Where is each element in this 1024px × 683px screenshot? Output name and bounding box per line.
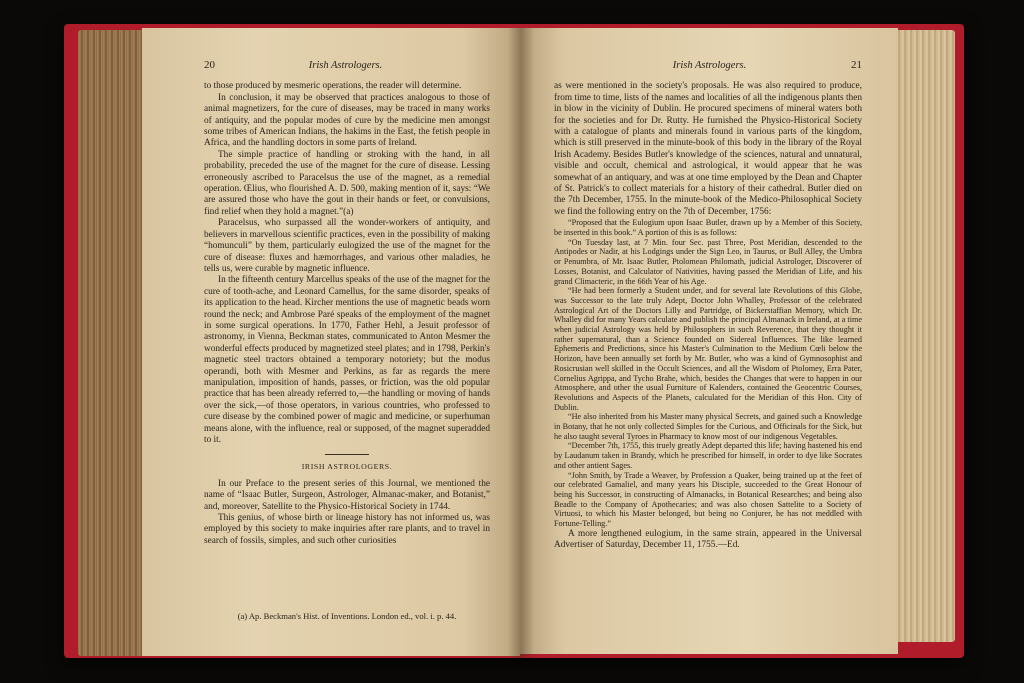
page-number: 21 bbox=[850, 59, 862, 71]
paragraph: In conclusion, it may be observed that practices analogous to those of animal magnetizers, for the cure of diseases, may be traced in many works of antiquity, and the popular modes of cure by the medicine men amongst some tribes of American Indians, the hakims in the East, the fetish people in Africa, and the handling doctors in some parts of Ireland. bbox=[204, 92, 490, 149]
footnote: (a) Ap. Beckman's Hist. of Inventions. London ed., vol. i. p. 44. bbox=[237, 610, 457, 621]
running-head: Irish Astrologers. bbox=[672, 60, 747, 71]
paragraph: to those produced by mesmeric operations, the reader will determine. bbox=[204, 81, 462, 92]
paragraph: as were mentioned in the society's proposals. He was also required to produce, from time to time, lists of the names and localities of all the indigenous plants then in blow in the vicinity of Dublin. He procured specimens of mineral waters both for the societies and for Dr. Rutty. He furnished the Physico-Historical Society with a catalogue of plants and minerals found in various parts of the kingdom, which is still preserved in the minute-book of this body in the library of the Royal Irish Academy. Besides Butler's knowledge of the sciences, natural and unnatural, visible and occult, chemical and astrological, it would appear that he was somewhat of an antiquary, and was at one time employed by the Dean and Chapter of St. Patrick's to collect materials for a history of their cathedral. Butler died on the 7th December, 1755. In the minute-book of the Medico-Philosophical Society we find the following entry on the 7th of December, 1756: bbox=[554, 81, 862, 217]
paragraph: The simple practice of handling or stroking with the hand, in all probability, preceded the use of the magnet for the cure of disease. Lessing erroneously ascribed to Paracelsus the use of the magnet, as a remedial operation. Œlius, who flourished A. D. 500, making mention of it, says: “We are assured those who have the gout in their hands or feet, or convulsions, find relief when they hold a magnet.”(a) bbox=[204, 149, 490, 217]
page-stack-left bbox=[78, 30, 148, 656]
right-header bbox=[554, 60, 862, 71]
section-rule bbox=[325, 454, 369, 455]
closing-paragraph: A more lengthened eulogium, in the same strain, appeared in the Universal Advertiser of Saturday, December 11, 1755.—Ed. bbox=[554, 528, 862, 551]
running-head: Irish Astrologers. bbox=[308, 60, 383, 71]
book-gutter bbox=[508, 28, 534, 658]
paragraph: In our Preface to the present series of this Journal, we mentioned the name of “Isaac Butler, Surgeon, Astrologer, Almanac-maker, and Botanist,” and, moreover, Satellite to the Physico-Historical Society in 1744. bbox=[204, 478, 490, 512]
page-stack-right bbox=[895, 30, 955, 642]
quoted-eulogium bbox=[554, 218, 862, 529]
section-title: IRISH ASTROLOGERS. bbox=[301, 462, 393, 472]
left-page bbox=[142, 28, 520, 656]
page-number: 20 bbox=[204, 59, 215, 71]
quoted-paragraph: “Proposed that the Eulogium upon Isaac Butler, drawn up by a Member of this Society, be inserted in this book.” A portion of this is as follows: bbox=[554, 218, 862, 237]
quoted-paragraph: “He also inherited from his Master many physical Secrets, and gained such a Knowledge in Botany, that he not only collected Simples for the Curious, and Officinals for the Sick, but he also taught several Tyroes in Pharmacy to know most of our indigenous Vegetables. bbox=[554, 412, 862, 441]
quoted-paragraph: “December 7th, 1755, this truely greatly Adept departed this life; having hastened his end by Laudanum taken in Brandy, which he prescribed for himself, in order to dye like Socrates and other antient Sages. bbox=[554, 441, 862, 470]
left-header bbox=[204, 60, 490, 71]
quoted-paragraph: “On Tuesday last, at 7 Min. four Sec. past Three, Post Meridian, descended to the Antipodes or Nadir, at his Lodgings under the Sign Leo, in Taurus, or Bull Alley, the Umbra or Penumbra, of Mr. Isaac Butler, Ptolomean Philomath, judicial Astrologer, Discoverer of Losses, Botanist, and Calculator of Nativities, having passed the Meridian of Life, and his grand Climacteric, in the 66th Year of his Age. bbox=[554, 237, 862, 286]
paragraph: This genius, of whose birth or lineage history has not informed us, was employed by this society to make inquiries after rare plants, and to travel in search of fossils, simples, and such other curiosities bbox=[204, 513, 490, 546]
paragraph: In the fifteenth century Marcellus speaks of the use of the magnet for the cure of tooth-ache, and Leonard Camellus, for the same disorder, speaks of its application to the head. Kircher mentions the use of magnetic beads worn round the neck; and Ambrose Paré speaks of the employment of the magnet in some surgical operations. In 1770, Father Hehl, a Jesuit professor of astronomy, in Vienna, Beckman states, communicated to Anton Mesmer the wonderful effects produced by magnetized steel plates; and in 1798, Perkin's magnetic steel tractors obtained a temporary notoriety; but the modus operandi, both with Mesmer and Perkins, as far as regards the mere manipulation, imposition of hands, passes, or friction, was the old popular practice that has been already referred to,—the handling or moving of hands over the sick,—of those operators, in various countries, who professed to cure disease by the combined power of magic and medicine, or superhuman means alone, with the influence, real or supposed, of the magnet superadded to it. bbox=[204, 275, 490, 445]
paragraph: Paracelsus, who surpassed all the wonder-workers of antiquity, and believers in marvellous scientific practices, even in the possibility of making “homunculi” by them, particularly eulogized the use of the magnet for the cure of disease: fluxes and hæmorrhages, and various other maladies, he tells us, were curable by magnetic influence. bbox=[204, 218, 490, 274]
quoted-paragraph: “John Smith, by Trade a Weaver, by Profession a Quaker, being trained up at the feet of our celebrated Gamaliel, and many years his Disciple, succeeded to the Great Honour of being his Successor, in constructing of Almanacks, in Botanical Researches; and being also Beadle to the Company of Apothecaries; and was also chosen Sattelite to a Society of Virtuosi, to which his Master belonged, but being no Conjurer, he has not meddled with Fortune-Telling.” bbox=[554, 470, 862, 529]
right-page bbox=[520, 28, 898, 654]
quoted-paragraph: “He had been formerly a Student under, and for several late Revolutions of this Globe, was Successor to the late truly Adept, Doctor John Whalley, Professor of the celebrated Astrological Art of the Doctors Lilly and Partridge, of Bickerstaffian Memory, which Dr. Whalley did for many Years calculate and publish the principal Almanack in Ireland, at a time when judicial Astrology was held by Philosophers in such Reverence, that they thought it rather supernatural, than a Science founded on Sidereal Influences. The like learned Ephemeris and Predictions, since his Master's Culmination to the Medium Cœli below the Horizon, have been annually set forth by Mr. Butler, who was a kind of Gymnosophist and Rosicrusian well skilled in the Occult Sciences, and all the Wisdom of Ptolomey, Erra Pater, Cornelius Agrippa, and Tycho Brahe, which, besides the Changes that were to happen in our Atmosphere, and other the usual Furniture of Kalenders, contained the Geocentric Courses, Revolutions and Aspects of the Planets, calculated for the Meridian of this Hon. City of Dublin. bbox=[554, 286, 862, 412]
